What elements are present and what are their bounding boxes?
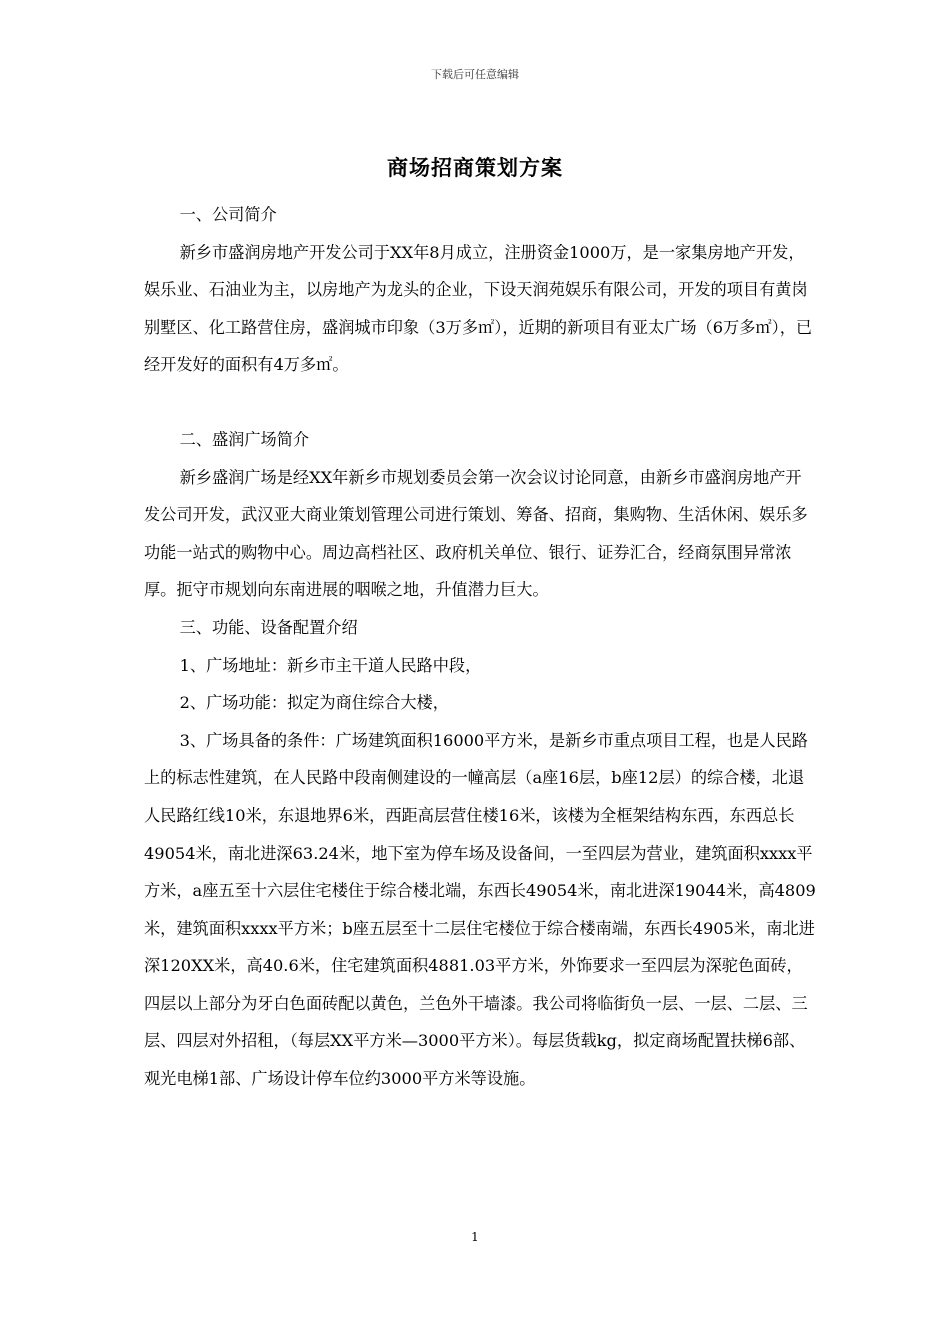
paragraph-plaza-intro: 新乡盛润广场是经XX年新乡市规划委员会第一次会议讨论同意，由新乡市盛润房地产开发公司开发，武汉亚大商业策划管理公司进行策划、筹备、招商，集购物、生活休闲、娱乐多功能一站式的购物中心。周边高档社区、政府机关单位、银行、证券汇合，经商氛围异常浓厚。扼守市规划向东南进展的咽喉之地，升值潜力巨大。 [144,467,808,600]
document-body [144,196,816,1098]
section-heading-facilities: 三、功能、设备配置介绍 [179,617,358,637]
section-heading-company: 一、公司简介 [179,205,277,224]
list-item-function: 2、广场功能：拟定为商住综合大楼， [179,693,449,713]
page-header-note: 下载后可任意编辑 [431,68,519,81]
list-item-conditions: 3、广场具备的条件：广场建筑面积16000平方米，是新乡市重点项目工程，也是人民路上的标志性建筑，在人民路中段南侧建设的一幢高层（a座16层，b座12层）的综合楼，北退人民路红线10米，东退地界6米，西距高层营住楼16米，该楼为全框架结构东西，东西总长49054米，南北进深63.24米，地下室为停车场及设备间，一至四层为营业，建筑面积xxxx平方米，a座五至十六层住宅楼住于综合楼北端，东西长49054米，南北进深19044米，高4809米，建筑面积xxxx平方米；b座五层至十二层住宅楼位于综合楼南端，东西长4905米，南北进深120XX米，高40.6米，住宅建筑面积4881.03平方米，外饰要求一至四层为深驼色面砖，四层以上部分为牙白色面砖配以黄色，兰色外干墙漆。我公司将临街负一层、一层、二层、三层、四层对外招租，（每层XX平方米—3000平方米）。每层货载kg，拟定商场配置扶梯6部、观光电梯1部、广场设计停车位约3000平方米等设施。 [144,730,816,1089]
list-item-address: 1、广场地址：新乡市主干道人民路中段， [179,655,482,675]
page-number: 1 [471,1230,479,1244]
document-title: 商场招商策划方案 [387,155,563,180]
section-heading-plaza: 二、盛润广场简介 [179,429,310,449]
paragraph-company-intro: 新乡市盛润房地产开发公司于XX年8月成立，注册资金1000万，是一家集房地产开发，娱乐业、石油业为主，以房地产为龙头的企业，下设天润苑娱乐有限公司，开发的项目有黄岗别墅区、化工路营住房，盛润城市印象（3万多㎡），近期的新项目有亚太广场（6万多㎡），已经开发好的面积有4万多㎡。 [144,242,813,375]
